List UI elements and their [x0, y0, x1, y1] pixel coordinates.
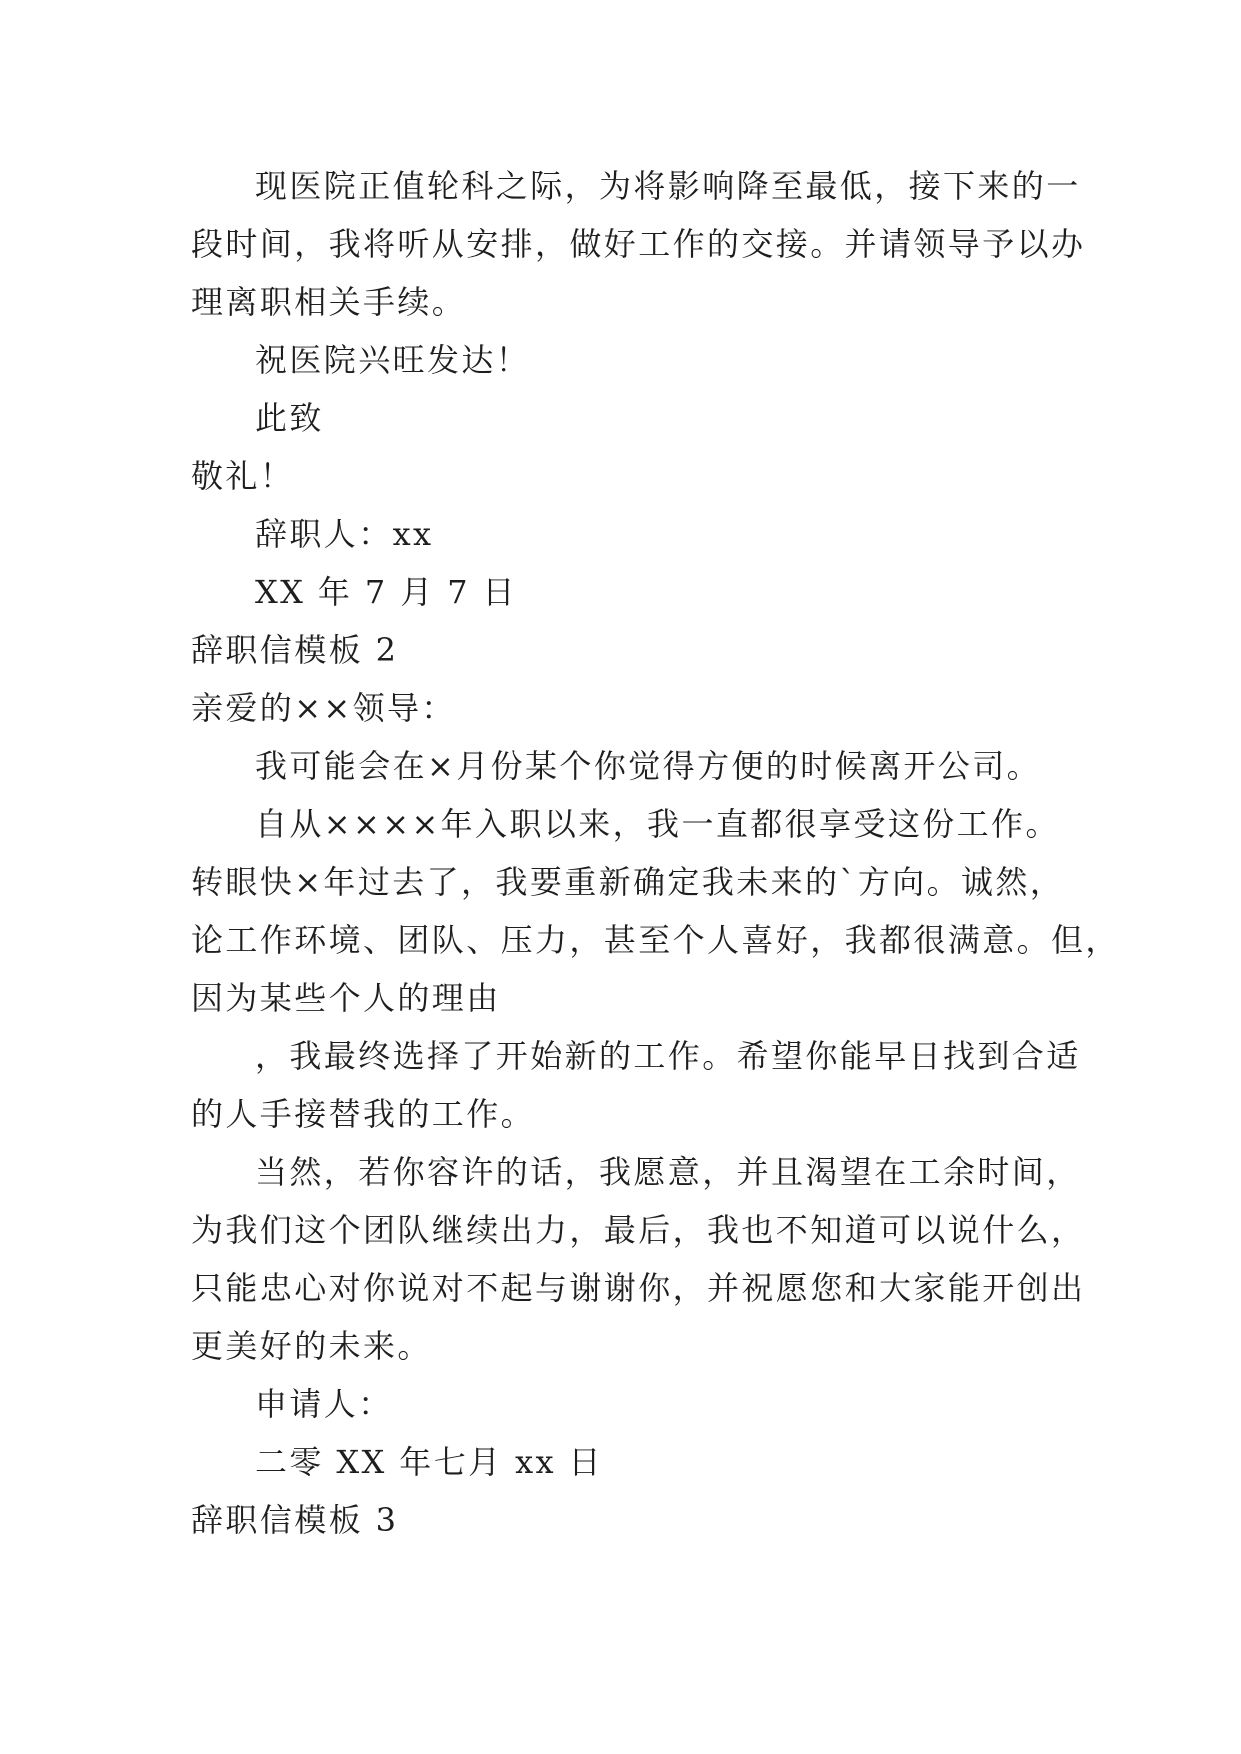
paragraph-line: 转眼快×年过去了，我要重新确定我未来的`方向。诚然，	[191, 863, 1065, 901]
paragraph-line: 只能忠心对你说对不起与谢谢你，并祝愿您和大家能开创出	[191, 1269, 1086, 1307]
paragraph-line: 因为某些个人的理由	[191, 979, 501, 1017]
greeting-line: 亲爱的××领导：	[191, 689, 456, 727]
section-heading: 辞职信模板 2	[191, 631, 399, 669]
paragraph-line: 我可能会在×月份某个你觉得方便的时候离开公司。	[255, 747, 1042, 785]
signature-name: 辞职人：xx	[255, 515, 434, 553]
section-heading: 辞职信模板 3	[191, 1501, 399, 1539]
paragraph-line: 现医院正值轮科之际，为将影响降至最低，接下来的一	[255, 167, 1081, 205]
salutation-line: 敬礼！	[191, 457, 295, 495]
paragraph-line: 当然，若你容许的话，我愿意，并且渴望在工余时间，	[255, 1153, 1081, 1191]
paragraph-line: 为我们这个团队继续出力，最后，我也不知道可以说什么，	[191, 1211, 1086, 1249]
paragraph-line: 论工作环境、团队、压力，甚至个人喜好，我都很满意。但，	[191, 921, 1120, 959]
paragraph-line: ，我最终选择了开始新的工作。希望你能早日找到合适	[255, 1037, 1081, 1075]
salutation-line: 此致	[255, 399, 324, 437]
paragraph-line: 理离职相关手续。	[191, 283, 467, 321]
paragraph-line: 更美好的未来。	[191, 1327, 432, 1365]
paragraph-line: 段时间，我将听从安排，做好工作的交接。并请领导予以办	[191, 225, 1086, 263]
signature-date: XX 年 7 月 7 日	[255, 573, 517, 611]
signature-date: 二零 XX 年七月 xx 日	[255, 1443, 603, 1481]
closing-wish: 祝医院兴旺发达！	[255, 341, 531, 379]
paragraph-line: 自从××××年入职以来，我一直都很享受这份工作。	[255, 805, 1060, 843]
paragraph-line: 的人手接替我的工作。	[191, 1095, 536, 1133]
signature-name: 申请人：	[255, 1385, 393, 1423]
